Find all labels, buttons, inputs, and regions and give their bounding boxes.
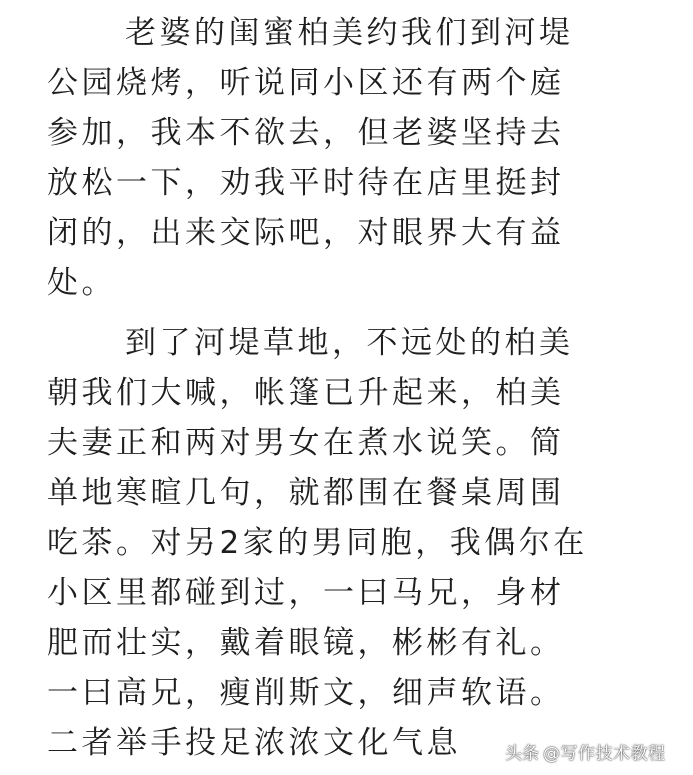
paragraph-1-line-1: 老婆的闺蜜柏美约我们到河堤 [125,15,574,51]
paragraph-1-line-3: 参加，我本不欲去，但老婆坚持去 [47,115,565,151]
source-watermark [505,737,666,765]
paragraph-2-line-2: 朝我们大喊，帐篷已升起来，柏美 [47,375,565,411]
paragraph-2-line-8: 一曰高兄，瘦削斯文，细声软语。 [47,675,565,711]
paragraph-2-line-5: 吃茶。对另2家的男同胞，我偶尔在 [47,525,588,561]
paragraph-1-line-5: 闭的，出来交际吧，对眼界大有益 [47,215,565,251]
paragraph-2-line-1: 到了河堤草地，不远处的柏美 [125,325,574,361]
paragraph-1-line-6: 处。 [47,265,116,301]
watermark-author-handle: @写作技术教程 [543,743,666,764]
watermark-brand: 头条 [505,743,539,764]
paragraph-2-line-7: 肥而壮实，戴着眼镜，彬彬有礼。 [47,625,565,661]
paragraph-2-line-3: 夫妻正和两对男女在煮水说笑。简 [47,425,565,461]
paragraph-2-line-9: 二者举手投足浓浓文化气息 [47,725,461,761]
paragraph-1-line-4: 放松一下，劝我平时待在店里挺封 [47,165,565,201]
paragraph-2-line-6: 小区里都碰到过，一曰马兄，身材 [47,575,565,611]
paragraph-2-line-4: 单地寒暄几句，就都围在餐桌周围 [47,475,565,511]
paragraph-1-line-2: 公园烧烤，听说同小区还有两个庭 [47,65,565,101]
